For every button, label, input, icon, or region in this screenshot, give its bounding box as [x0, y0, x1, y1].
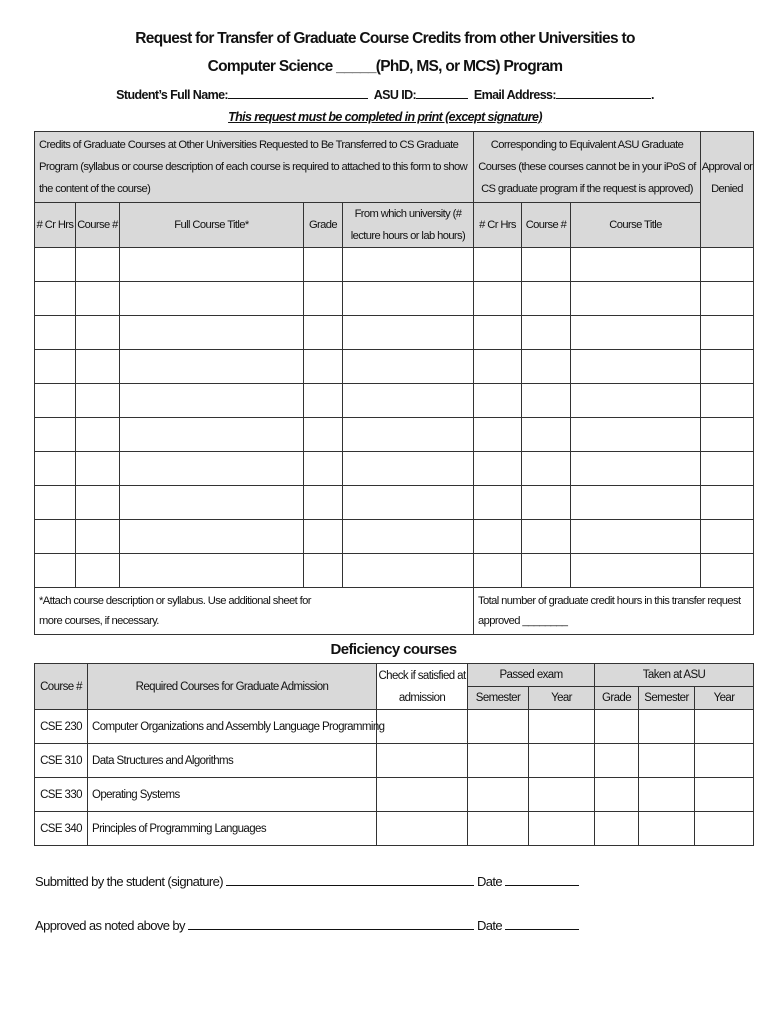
transfer-entry-cell[interactable] [343, 248, 474, 282]
approved-label: Approved as noted above by [35, 918, 185, 933]
col-full-title: Full Course Title* [120, 203, 304, 248]
transfer-entry-cell[interactable] [304, 486, 343, 520]
total-credits-label: Total number of graduate credit hours in this transfer request approved ________ [474, 588, 754, 635]
transfer-entry-cell[interactable] [120, 452, 304, 486]
approved-date-field[interactable] [505, 917, 579, 930]
deficiency-row [35, 744, 754, 778]
transfer-entry-cell[interactable] [343, 520, 474, 554]
col-course-num: Course # [76, 203, 120, 248]
transfer-entry-cell[interactable] [343, 452, 474, 486]
transfer-entry-cell[interactable] [571, 350, 701, 384]
transfer-entry-cell[interactable] [701, 554, 754, 588]
email-field[interactable] [556, 86, 651, 99]
col-from-university: From which university (# lecture hours or lab hours) [343, 203, 474, 248]
deficiency-entry-cell[interactable] [695, 812, 754, 846]
transfer-entry-cell[interactable] [76, 384, 120, 418]
transfer-entry-cell[interactable] [522, 554, 571, 588]
transfer-entry-cell[interactable] [76, 418, 120, 452]
transfer-entry-cell[interactable] [701, 452, 754, 486]
deficiency-row [35, 710, 754, 744]
transfer-entry-cell[interactable] [571, 520, 701, 554]
transfer-entry-cell[interactable] [304, 350, 343, 384]
submitted-label: Submitted by the student (signature) [35, 874, 223, 889]
approved-signature-line [35, 917, 579, 933]
transfer-entry-cell[interactable] [522, 520, 571, 554]
asu-id-label: ASU ID: [373, 88, 417, 102]
deficiency-entry-cell[interactable] [529, 710, 595, 744]
deficiency-entry-cell[interactable] [639, 744, 695, 778]
transfer-entry-cell[interactable] [571, 248, 701, 282]
transfer-entry-cell[interactable] [522, 452, 571, 486]
transfer-entry-cell[interactable] [343, 418, 474, 452]
transfer-entry-cell[interactable] [571, 418, 701, 452]
def-col-passed-exam: Passed exam [468, 664, 595, 687]
form-title-line-2: Computer Science _____(PhD, MS, or MCS) Program [207, 58, 563, 75]
transfer-entry-cell[interactable] [571, 384, 701, 418]
transfer-entry-cell[interactable] [304, 418, 343, 452]
transfer-entry-cell[interactable] [35, 384, 76, 418]
deficiency-entry-cell[interactable] [468, 812, 529, 846]
asu-id-field[interactable] [416, 86, 468, 99]
deficiency-entry-cell[interactable] [468, 778, 529, 812]
transfer-entry-cell[interactable] [76, 282, 120, 316]
col-asu-course-title: Course Title [571, 203, 701, 248]
transfer-entry-cell[interactable] [701, 248, 754, 282]
transfer-entry-cell[interactable] [474, 452, 522, 486]
transfer-entry-row [35, 452, 754, 486]
deficiency-entry-cell[interactable] [468, 744, 529, 778]
deficiency-entry-cell[interactable] [377, 812, 468, 846]
transfer-entry-cell[interactable] [35, 418, 76, 452]
deficiency-row [35, 778, 754, 812]
transfer-entry-cell[interactable] [474, 384, 522, 418]
transfer-entry-row [35, 282, 754, 316]
transfer-entry-cell[interactable] [76, 316, 120, 350]
transfer-entry-row [35, 384, 754, 418]
email-label: Email Address: [473, 88, 556, 102]
transfer-credits-table [34, 131, 754, 635]
deficiency-entry-cell[interactable] [377, 744, 468, 778]
transfer-entry-cell[interactable] [522, 282, 571, 316]
transfer-entry-cell[interactable] [701, 350, 754, 384]
deficiency-course-code: CSE 330 [35, 778, 88, 812]
deficiency-entry-cell[interactable] [695, 710, 754, 744]
transfer-entry-cell[interactable] [304, 384, 343, 418]
deficiency-entry-cell[interactable] [377, 778, 468, 812]
def-col-semester: Semester [468, 687, 529, 710]
deficiency-entry-cell[interactable] [695, 744, 754, 778]
deficiency-entry-cell[interactable] [639, 778, 695, 812]
transfer-entry-cell[interactable] [571, 452, 701, 486]
transfer-entry-cell[interactable] [76, 350, 120, 384]
def-col-semester-asu: Semester [639, 687, 695, 710]
deficiency-row [35, 812, 754, 846]
col-cr-hrs: # Cr Hrs [35, 203, 76, 248]
transfer-entry-cell[interactable] [76, 554, 120, 588]
transfer-entry-cell[interactable] [474, 316, 522, 350]
transfer-entry-cell[interactable] [120, 520, 304, 554]
deficiency-course-name: Data Structures and Algorithms [88, 744, 377, 778]
transfer-entry-cell[interactable] [304, 248, 343, 282]
transfer-entry-rows [35, 248, 754, 588]
col-grade: Grade [304, 203, 343, 248]
transfer-entry-cell[interactable] [522, 316, 571, 350]
transfer-entry-row [35, 316, 754, 350]
transfer-entry-cell[interactable] [474, 282, 522, 316]
def-col-year: Year [529, 687, 595, 710]
transfer-entry-row [35, 486, 754, 520]
submitted-date-label: Date [477, 874, 503, 889]
transfer-entry-cell[interactable] [35, 452, 76, 486]
transfer-entry-row [35, 418, 754, 452]
approver-signature-field[interactable] [188, 917, 474, 930]
transfer-entry-cell[interactable] [522, 384, 571, 418]
transfer-entry-cell[interactable] [76, 248, 120, 282]
deficiency-entry-cell[interactable] [695, 778, 754, 812]
transfer-entry-cell[interactable] [343, 350, 474, 384]
attach-note: *Attach course description or syllabus. Use additional sheet for more courses, if necessary. [35, 588, 474, 635]
transfer-entry-cell[interactable] [343, 384, 474, 418]
transfer-entry-cell[interactable] [343, 316, 474, 350]
transfer-entry-cell[interactable] [120, 554, 304, 588]
deficiency-course-code: CSE 340 [35, 812, 88, 846]
transfer-entry-cell[interactable] [120, 350, 304, 384]
student-name-field[interactable] [228, 86, 368, 99]
deficiency-courses-table [34, 663, 754, 846]
transfer-entry-cell[interactable] [571, 554, 701, 588]
deficiency-entry-cell[interactable] [529, 778, 595, 812]
transfer-entry-cell[interactable] [76, 520, 120, 554]
student-signature-field[interactable] [226, 873, 474, 886]
transfer-entry-cell[interactable] [474, 554, 522, 588]
transfer-entry-cell[interactable] [474, 418, 522, 452]
transfer-entry-cell[interactable] [701, 316, 754, 350]
def-col-year-asu: Year [695, 687, 754, 710]
transfer-entry-cell[interactable] [76, 486, 120, 520]
transfer-entry-row [35, 350, 754, 384]
def-col-taken-asu: Taken at ASU [595, 664, 754, 687]
transfer-entry-cell[interactable] [571, 486, 701, 520]
transfer-entry-cell[interactable] [35, 520, 76, 554]
deficiency-course-name: Principles of Programming Languages [88, 812, 377, 846]
transfer-entry-cell[interactable] [304, 452, 343, 486]
col-asu-cr-hrs: # Cr Hrs [474, 203, 522, 248]
deficiency-entry-cell[interactable] [468, 710, 529, 744]
def-col-course-num: Course # [35, 664, 88, 710]
transfer-entry-cell[interactable] [474, 248, 522, 282]
transfer-entry-cell[interactable] [343, 486, 474, 520]
deficiency-entry-cell[interactable] [595, 744, 639, 778]
transfer-entry-cell[interactable] [522, 350, 571, 384]
deficiency-entry-cell[interactable] [529, 744, 595, 778]
transfer-entry-cell[interactable] [120, 316, 304, 350]
transfer-entry-cell[interactable] [522, 486, 571, 520]
submitted-signature-line [35, 873, 579, 889]
asu-equivalent-group-header: Corresponding to Equivalent ASU Graduate Courses (these courses cannot be in your iPoS of CS graduate program if the request is approved) [474, 132, 701, 203]
transfer-entry-cell[interactable] [701, 520, 754, 554]
approved-date-label: Date [476, 918, 503, 933]
transfer-entry-cell[interactable] [474, 520, 522, 554]
transfer-entry-cell[interactable] [76, 452, 120, 486]
transfer-entry-cell[interactable] [35, 248, 76, 282]
transfer-entry-cell[interactable] [522, 418, 571, 452]
deficiency-title: Deficiency courses [330, 641, 457, 658]
deficiency-course-name: Operating Systems [88, 778, 377, 812]
transfer-entry-cell[interactable] [35, 316, 76, 350]
transfer-entry-cell[interactable] [35, 350, 76, 384]
transfer-entry-cell[interactable] [120, 282, 304, 316]
transfer-entry-cell[interactable] [304, 554, 343, 588]
transfer-entry-cell[interactable] [35, 554, 76, 588]
col-asu-course-num: Course # [522, 203, 571, 248]
transfer-entry-cell[interactable] [474, 350, 522, 384]
transfer-entry-cell[interactable] [35, 486, 76, 520]
deficiency-entry-cell[interactable] [377, 710, 468, 744]
deficiency-course-name: Computer Organizations and Assembly Language Programming [88, 710, 377, 744]
deficiency-entry-cell[interactable] [639, 812, 695, 846]
approval-header: Approval or Denied [701, 132, 754, 248]
transfer-entry-cell[interactable] [701, 486, 754, 520]
transfer-entry-cell[interactable] [701, 418, 754, 452]
transfer-entry-cell[interactable] [571, 316, 701, 350]
transfer-entry-cell[interactable] [120, 248, 304, 282]
transfer-entry-cell[interactable] [701, 282, 754, 316]
transfer-entry-cell[interactable] [343, 554, 474, 588]
transfer-entry-cell[interactable] [571, 282, 701, 316]
deficiency-entry-cell[interactable] [595, 710, 639, 744]
transfer-entry-cell[interactable] [304, 316, 343, 350]
deficiency-entry-cell[interactable] [639, 710, 695, 744]
form-title-line-1: Request for Transfer of Graduate Course Credits from other Universities to [135, 30, 635, 47]
transfer-entry-cell[interactable] [120, 418, 304, 452]
transfer-entry-row [35, 248, 754, 282]
def-col-check: Check if satisfied at admission [377, 664, 468, 710]
transfer-entry-cell[interactable] [474, 486, 522, 520]
deficiency-entry-cell[interactable] [595, 812, 639, 846]
print-instruction: This request must be completed in print (except signature) [228, 110, 542, 124]
def-col-required: Required Courses for Graduate Admission [88, 664, 377, 710]
student-info-line: Student’s Full Name: ASU ID: Email Address: . [116, 88, 654, 102]
transfer-group-header: Credits of Graduate Courses at Other Universities Requested to Be Transferred to CS Graduate Program (syllabus or course description of each course is required to attached to this form to show the content of the course) [35, 132, 474, 203]
deficiency-course-code: CSE 310 [35, 744, 88, 778]
transfer-entry-cell[interactable] [120, 384, 304, 418]
submitted-date-field[interactable] [505, 873, 579, 886]
deficiency-rows [35, 710, 754, 846]
transfer-entry-row [35, 554, 754, 588]
transfer-entry-cell[interactable] [120, 486, 304, 520]
transfer-entry-cell[interactable] [522, 248, 571, 282]
transfer-entry-cell[interactable] [701, 384, 754, 418]
transfer-entry-cell[interactable] [304, 520, 343, 554]
student-name-label: Student’s Full Name: [116, 88, 228, 102]
deficiency-course-code: CSE 230 [35, 710, 88, 744]
transfer-entry-row [35, 520, 754, 554]
deficiency-entry-cell[interactable] [595, 778, 639, 812]
deficiency-entry-cell[interactable] [529, 812, 595, 846]
transfer-entry-cell[interactable] [304, 282, 343, 316]
transfer-entry-cell[interactable] [343, 282, 474, 316]
def-col-grade: Grade [595, 687, 639, 710]
transfer-entry-cell[interactable] [35, 282, 76, 316]
